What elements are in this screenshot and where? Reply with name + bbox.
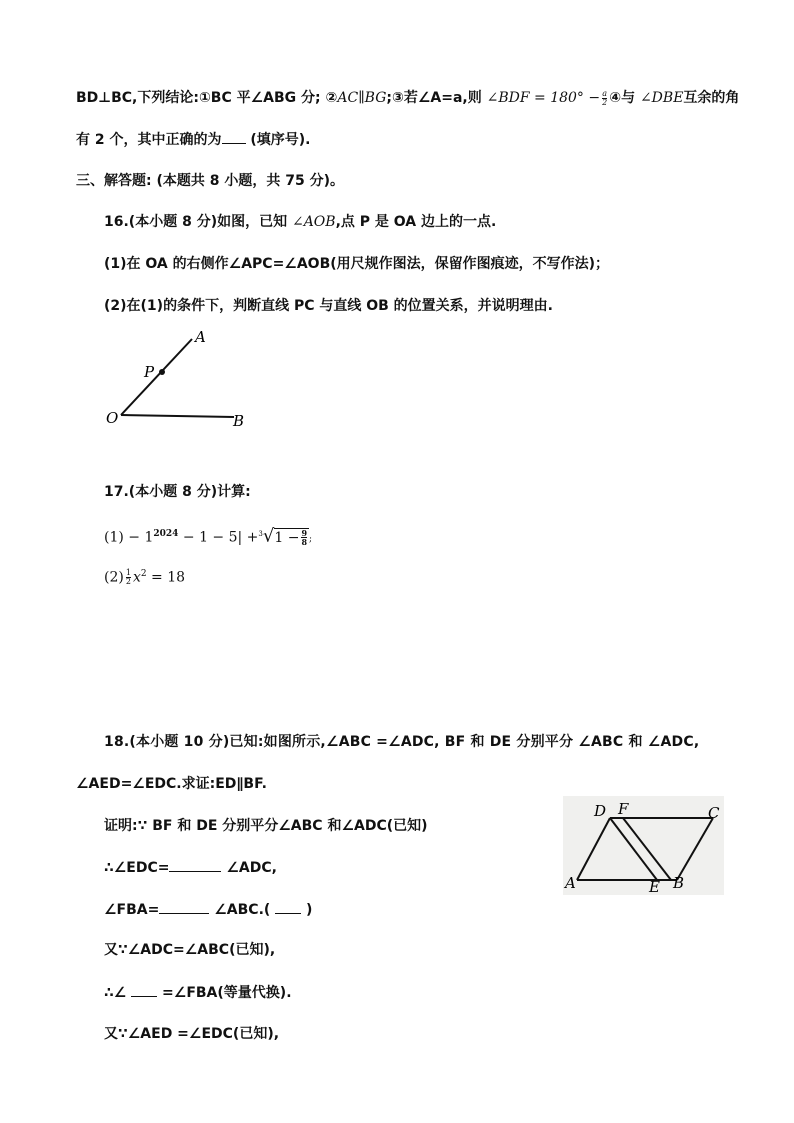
q17-fraction	[301, 529, 307, 546]
q16-angle: ∠AOB	[291, 214, 336, 230]
frac-den: 2	[125, 577, 131, 587]
label-d: D	[594, 802, 607, 820]
expr-text: ;	[309, 534, 313, 545]
answer-blank[interactable]	[275, 899, 301, 914]
q18-line1: 18.(本小题 10 分)已知:如图所示,∠ABC =∠ADC, BF 和 DE 分别平分 ∠ABC 和 ∠ADC,	[104, 734, 700, 750]
variable: x	[132, 569, 141, 586]
q15-math: ∠DBE	[639, 90, 684, 106]
q15-line1	[76, 88, 739, 108]
section-heading: 三、解答题: (本题共 8 小题，共 75 分)。	[76, 173, 344, 189]
q15-text: ④与	[609, 90, 640, 106]
q18-figure	[563, 796, 724, 895]
q18-proof2	[104, 857, 277, 878]
expr-text: − 1 − 5| +	[178, 529, 259, 546]
frac-den: 2	[602, 97, 608, 107]
label-a: A	[195, 328, 206, 346]
label-c: C	[708, 804, 720, 822]
q15-line2	[76, 129, 311, 150]
radical-sign: √	[262, 525, 275, 547]
answer-blank[interactable]	[131, 982, 157, 997]
q18-proof3	[104, 899, 312, 920]
expr-text: (2)	[104, 569, 124, 586]
q18-proof5	[104, 982, 292, 1003]
q16-intro	[104, 212, 496, 232]
label-o: O	[106, 409, 119, 427]
q18-line2: ∠AED=∠EDC.求证:ED∥BF.	[76, 776, 267, 792]
q15-fraction	[602, 90, 607, 107]
q15-text: 有 2 个，其中正确的为	[76, 132, 222, 148]
q16-text: 16.(本小题 8 分)如图，已知	[104, 214, 292, 230]
proof-text: )	[301, 902, 313, 918]
expr-text: (1) − 1	[104, 529, 154, 546]
ray-oa	[121, 339, 192, 415]
q15-formula: ∠BDF = 180° −	[486, 90, 601, 106]
proof-text: ∠ABC.(	[214, 902, 276, 918]
q15-text: ;③若∠A=a,则	[386, 90, 487, 106]
label-p: P	[144, 363, 155, 381]
answer-blank[interactable]	[169, 857, 221, 872]
q15-math: AC∥BG	[337, 90, 387, 106]
q18-proof4: 又∵∠ADC=∠ABC(已知),	[104, 942, 276, 958]
q18-proof1: 证明:∵ BF 和 DE 分别平分∠ABC 和∠ADC(已知)	[104, 818, 428, 834]
q16-figure	[100, 322, 260, 432]
proof-text: ∠ADC,	[226, 860, 277, 876]
proof-text: =∠FBA(等量代换).	[157, 985, 292, 1001]
label-e: E	[649, 878, 660, 895]
q18-proof6: 又∵∠AED =∠EDC(已知),	[104, 1026, 280, 1042]
frac-num: 1	[125, 568, 131, 578]
point-p	[159, 369, 165, 375]
label-a: A	[565, 874, 576, 892]
q17-expr2	[104, 564, 185, 588]
answer-blank[interactable]	[222, 129, 246, 144]
q16-part2: (2)在(1)的条件下，判断直线 PC 与直线 OB 的位置关系，并说明理由.	[104, 298, 553, 314]
proof-text: ∴∠	[104, 985, 132, 1001]
q15-text: 互余的角	[683, 90, 740, 106]
expr-text: = 18	[146, 569, 186, 586]
q17-expr1	[104, 524, 312, 550]
frac-den: 8	[301, 537, 308, 548]
q16-text: ,点 P 是 OA 边上的一点.	[335, 214, 497, 230]
exponent: 2	[140, 569, 147, 579]
answer-blank[interactable]	[159, 899, 209, 914]
label-b: B	[673, 874, 685, 892]
expr-text: 1 −	[274, 529, 300, 546]
ray-ob	[121, 415, 234, 417]
label-f: F	[618, 800, 629, 818]
q16-part1: (1)在 OA 的右侧作∠APC=∠AOB(用尺规作图法，保留作图痕迹，不写作法)；	[104, 256, 610, 272]
frac-num: a	[602, 88, 608, 98]
radicand	[274, 528, 309, 546]
q17-title: 17.(本小题 8 分)计算:	[104, 484, 251, 500]
q15-text: BD⊥BC,下列结论:①BC 平∠ABG 分; ②	[76, 90, 338, 106]
proof-text: ∴∠EDC=	[104, 860, 170, 876]
q17-fraction-2	[126, 569, 131, 586]
exponent: 2024	[153, 529, 179, 539]
frac-num: 9	[301, 528, 308, 539]
q15-text: (填序号).	[245, 132, 311, 148]
root-index: 3	[258, 530, 263, 538]
proof-text: ∠FBA=	[104, 902, 160, 918]
label-b: B	[233, 412, 245, 430]
